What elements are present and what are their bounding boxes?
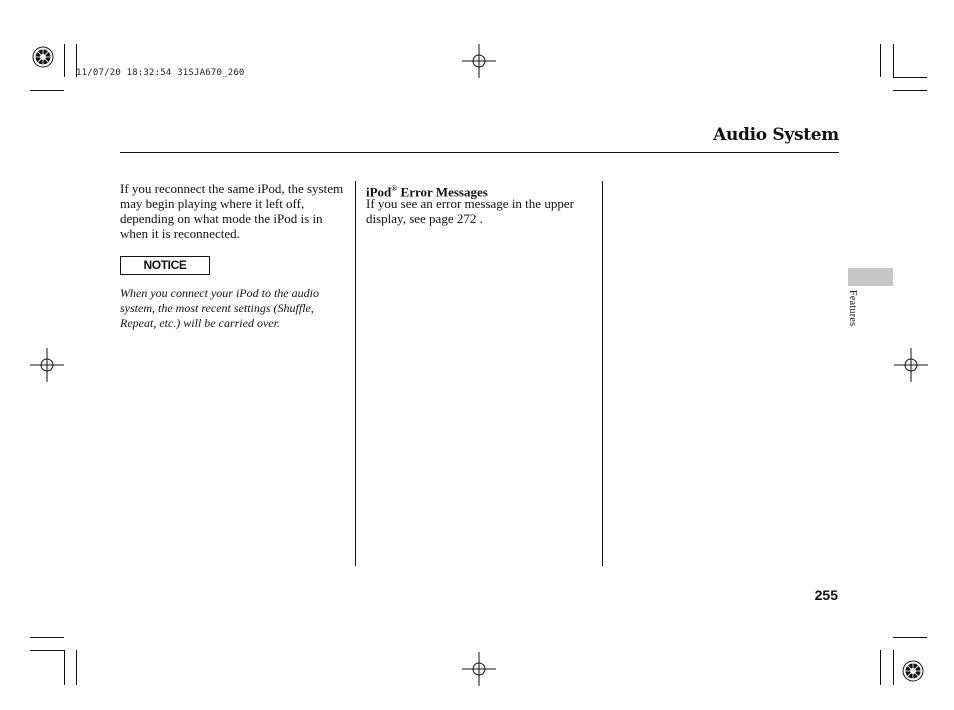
notice-text: When you connect your iPod to the audio system, the most recent settings (Shuffle, Repeat, etc.) will be carried over.	[120, 286, 319, 330]
column-divider	[355, 181, 356, 566]
header-rule	[120, 152, 839, 153]
crosshair-icon	[462, 44, 496, 78]
section-tab-label: Features	[847, 290, 858, 327]
print-stamp: 11/07/20 18:32:54 31SJA670_260	[76, 68, 245, 78]
heading-ipod: iPod	[366, 184, 392, 200]
registered-mark: ®	[391, 184, 398, 193]
crosshair-icon	[30, 348, 64, 382]
column-divider	[602, 181, 603, 566]
registration-rosette-icon	[32, 46, 54, 68]
middle-paragraph: If you see an error message in the upper display, see page 272 .	[366, 196, 574, 226]
crosshair-icon	[462, 652, 496, 686]
page-title: Audio System	[713, 125, 839, 145]
heading-rest: Error Messages	[397, 184, 488, 200]
registration-rosette-icon	[902, 660, 924, 682]
section-tab	[848, 268, 893, 286]
notice-label: NOTICE	[143, 258, 187, 272]
page-number: 255	[814, 587, 838, 603]
notice-box	[120, 256, 210, 275]
crosshair-icon	[894, 348, 928, 382]
left-paragraph: If you reconnect the same iPod, the system may begin playing where it left off, depending on what mode the iPod is in when it is reconnected.	[120, 181, 344, 241]
